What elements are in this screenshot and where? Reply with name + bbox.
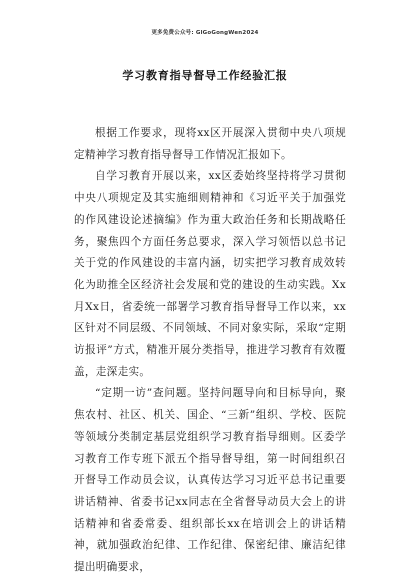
paragraph-overview: 自学习教育开展以来，xx区委始终坚持将学习贯彻中央八项规定及其实施细则精神和《习近平关于加强党的作风建设论述摘编》作为重大政治任务和长期战略任务，聚焦四个方面任务总要求，深入学习领悟以总书记关于党的作风建设的丰富内涵，切实把学习教育成效转化为助推全区经济社会发展和党的建设的生动实践。Xx月Xx日，省委统一部署学习教育指导督导工作以来，xx区针对不同层级、不同领域、不同对象实际，采取“定期访报评”方式，精准开展分类指导，推进学习教育有效覆盖，走深走实。 — [74, 170, 346, 378]
paragraph-intro: 根据工作要求，现将xx区开展深入贯彻中央八项规定精神学习教育指导督导工作情况汇报如下。 — [74, 127, 346, 161]
header-promo-note: 更多免费公众号: GlGoGongWen2024 — [151, 30, 259, 36]
document-title: 学习教育指导督导工作经验汇报 — [122, 69, 288, 82]
document-body — [74, 123, 346, 579]
paragraph-regular-visit: “定期一访”查问题。坚持问题导向和目标导向，聚焦农村、社区、机关、国企、“三新”组织、学校、医院等领域分类制定基层党组织学习教育指导细则。区委学习教育工作专班下派五个指导督导组，第一时间组织召开督导工作动员会议，认真传达学习习近平总书记重要讲话精神、省委书记xx同志在全省督导动员大会上的讲话精神和省委常委、组织部长xx在培训会上的讲话精神，就加强政治纪律、工作纪律、保密纪律、廉洁纪律提出明确要求， — [74, 387, 346, 574]
